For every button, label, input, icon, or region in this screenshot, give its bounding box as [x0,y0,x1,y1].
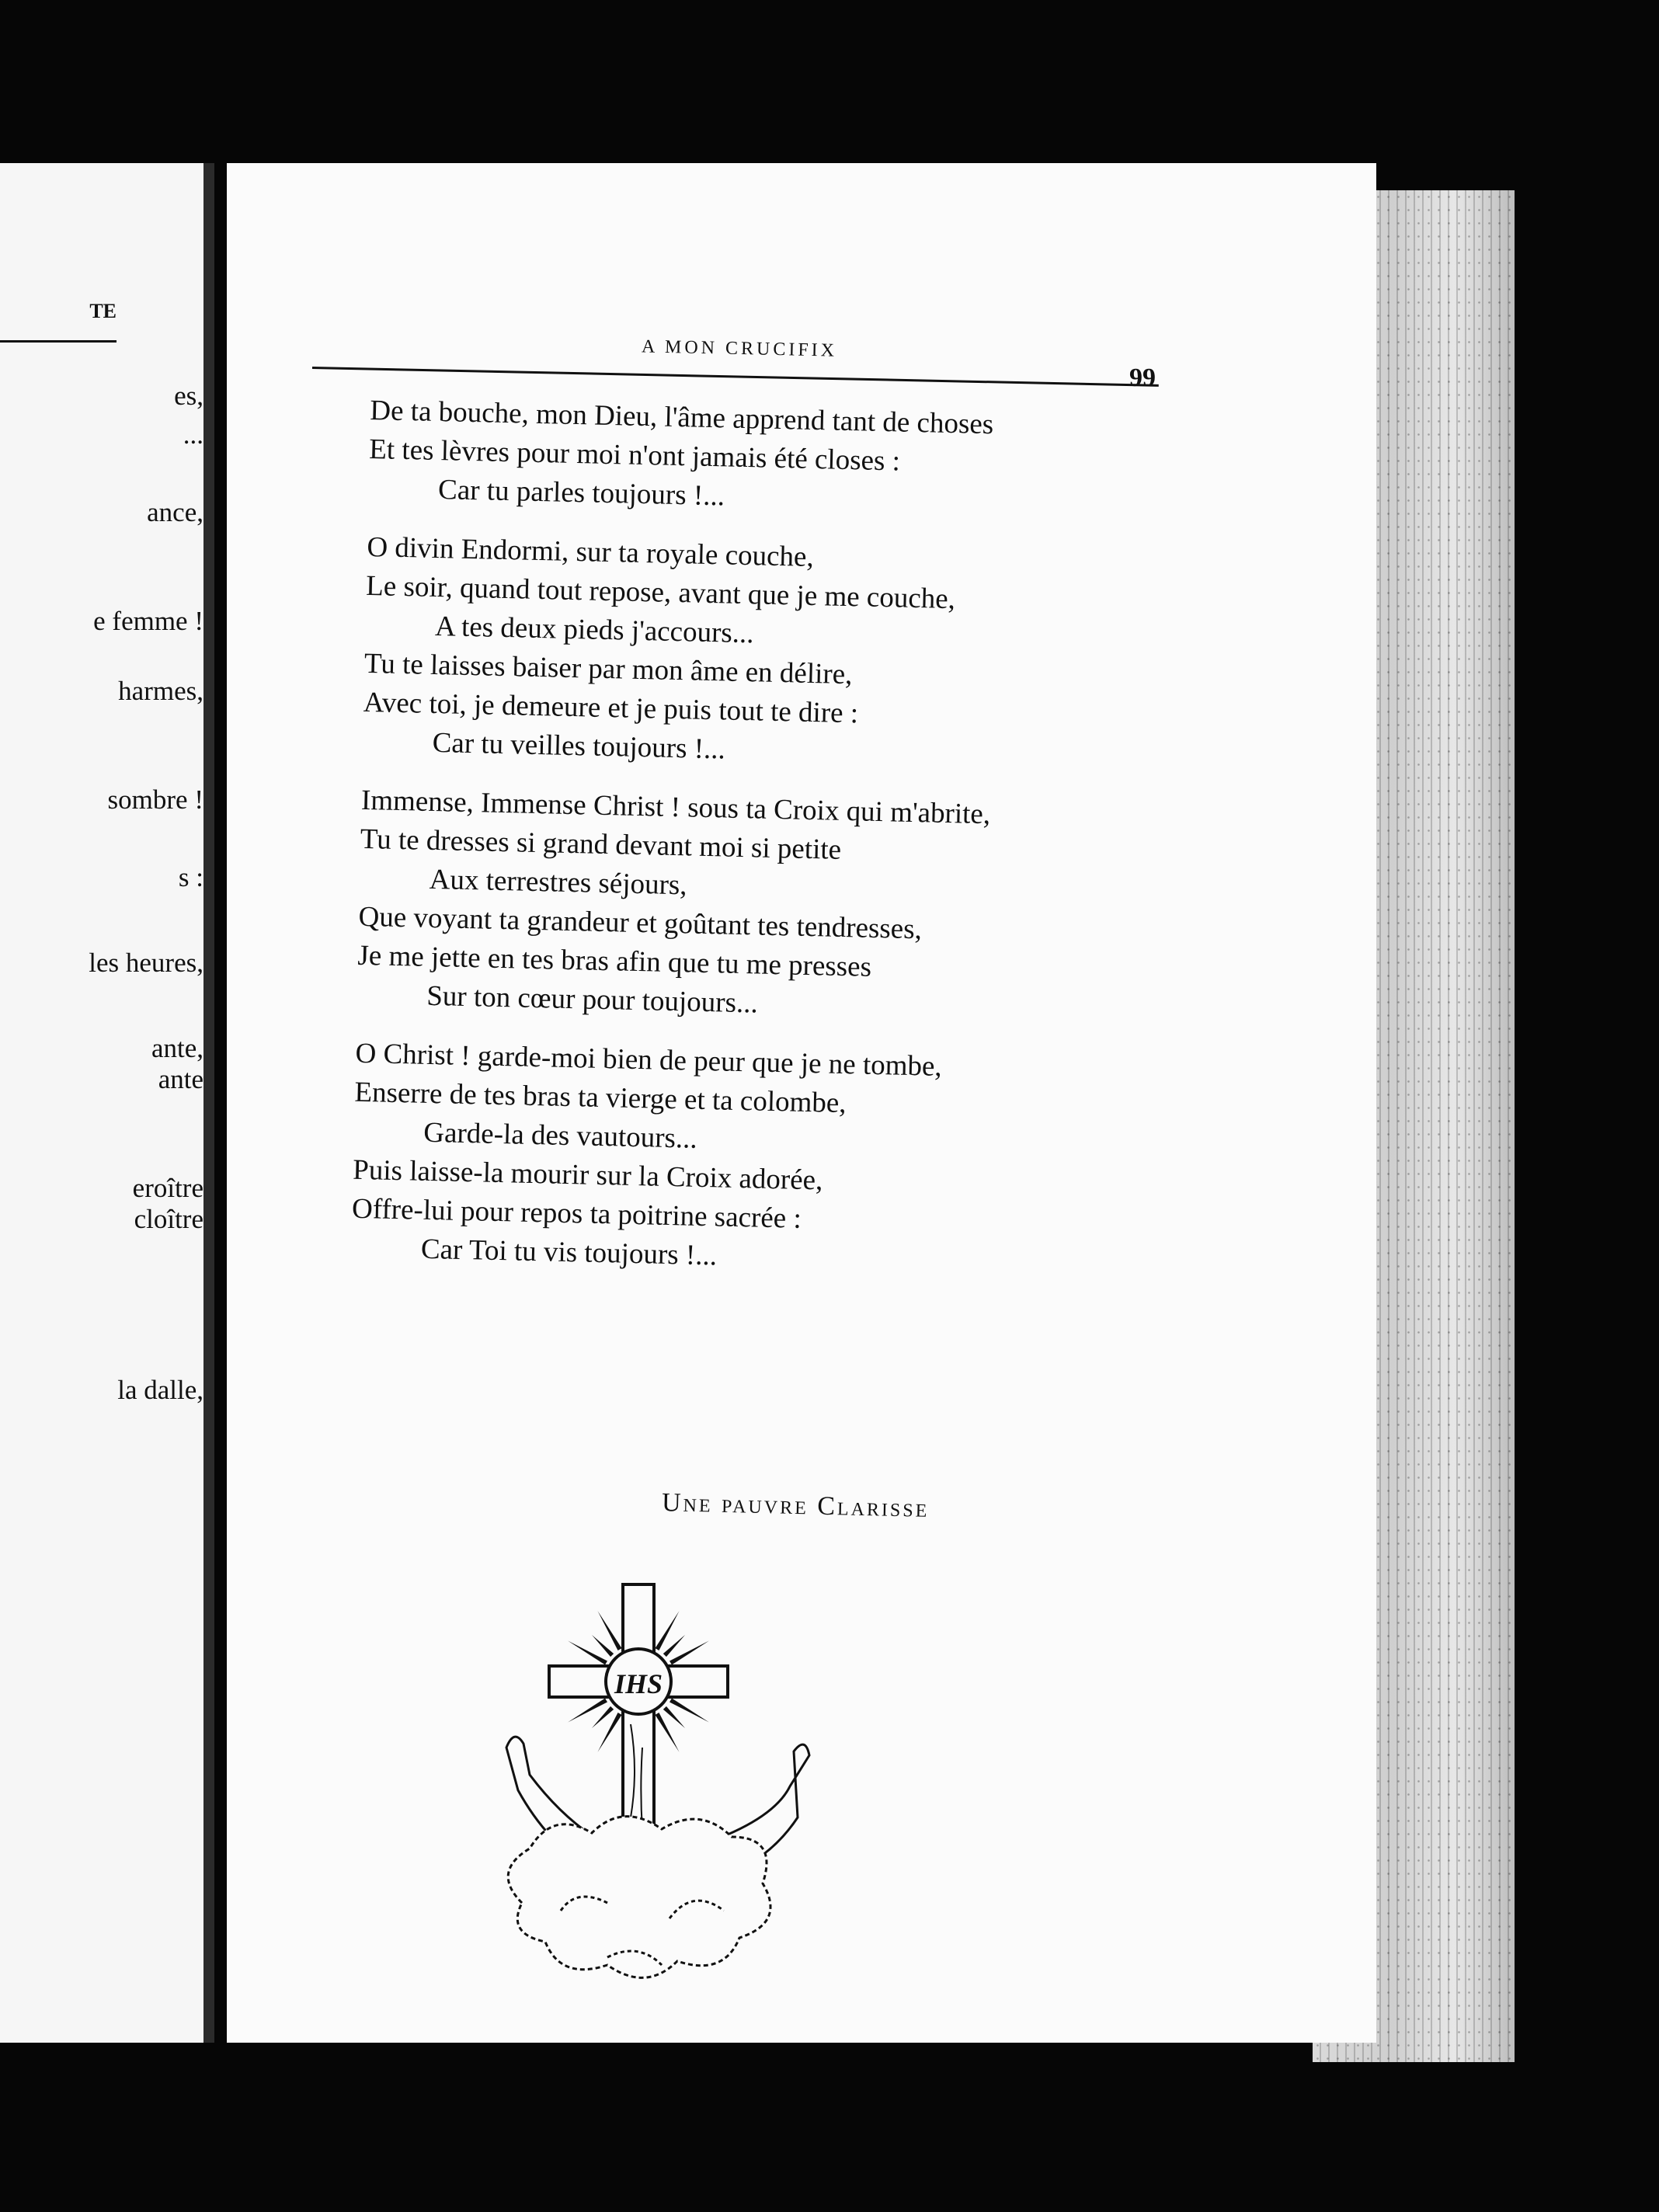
stanza [356,781,1139,1032]
poem-line: Tu te dresses si grand devant moi si petite [360,823,842,866]
poem-line: Aux terrestres séjours, [429,863,688,902]
signature: Une pauvre Clarisse [661,1488,930,1523]
poem-line: Enserre de tes bras ta vierge et ta colombe, [354,1076,847,1120]
poem-line: De ta bouche, mon Dieu, l'âme apprend tant de choses [369,394,994,441]
left-fragment-line: s : [178,862,203,892]
poem-line: Offre-lui pour repos ta poitrine sacrée : [351,1192,802,1235]
left-fragment-line: harmes, [118,676,203,706]
left-fragment-line: eroître [132,1173,203,1203]
right-page [227,163,1376,2043]
left-fragment-line: ante, [151,1033,203,1063]
poem-line: O Christ ! garde-moi bien de peur que je ne tombe, [355,1037,943,1083]
left-fragment-line: es, [174,381,203,411]
poem-line: Immense, Immense Christ ! sous ta Croix qui m'abrite, [360,784,991,831]
poem-line: Car Toi tu vis toujours !... [420,1233,718,1272]
poem-line: Car tu parles toujours !... [437,474,725,513]
page-number: 99 [1129,363,1156,392]
left-fragment-line: sombre ! [107,784,203,815]
left-fragment-line: ance, [147,497,203,527]
poem-line: Sur ton cœur pour toujours... [426,979,759,1020]
poem [350,391,1147,1305]
poem-line: A tes deux pieds j'accours... [434,610,755,650]
left-fragment-line: ante [158,1064,203,1094]
header-rule [312,367,1159,387]
left-fragment-line: cloître [134,1204,203,1234]
ihs-monogram: IHS [614,1668,663,1699]
sun-ray [592,1706,614,1728]
left-fragment-line: e femme ! [93,606,203,636]
left-fragment-line: ... [183,419,203,450]
left-fragment-line: la dalle, [117,1375,203,1405]
poem-line: Avec toi, je demeure et je puis tout te dire : [363,686,859,730]
stanza [362,528,1144,779]
sun-ray [663,1635,685,1657]
sun-ray [592,1635,614,1657]
poem-line: O divin Endormi, sur ta royale couche, [366,530,815,573]
poem-line: Que voyant ta grandeur et goûtant tes tendresses, [358,900,923,946]
left-page [0,163,214,2043]
poem-line: Car tu veilles toujours !... [432,726,726,766]
poem-line: Le soir, quand tout repose, avant que je me couche, [365,569,956,616]
crucifix-emblem-icon [475,1569,833,2043]
poem-line: Et tes lèvres pour moi n'ont jamais été closes : [368,433,901,478]
poem-line: Tu te laisses baiser par mon âme en délire, [363,647,853,691]
stanza [368,391,1147,526]
running-head: A MON CRUCIFIX [641,336,838,361]
sun-ray [663,1706,685,1728]
poem-line: Puis laisse-la mourir sur la Croix adorée, [352,1153,823,1197]
poem-line: Je me jette en tes bras afin que tu me presses [357,939,872,983]
left-fragment-line: les heures, [89,948,203,978]
stanza [350,1035,1132,1285]
poem-line: Garde-la des vautours... [423,1116,698,1155]
left-running-head: TE [0,300,117,343]
